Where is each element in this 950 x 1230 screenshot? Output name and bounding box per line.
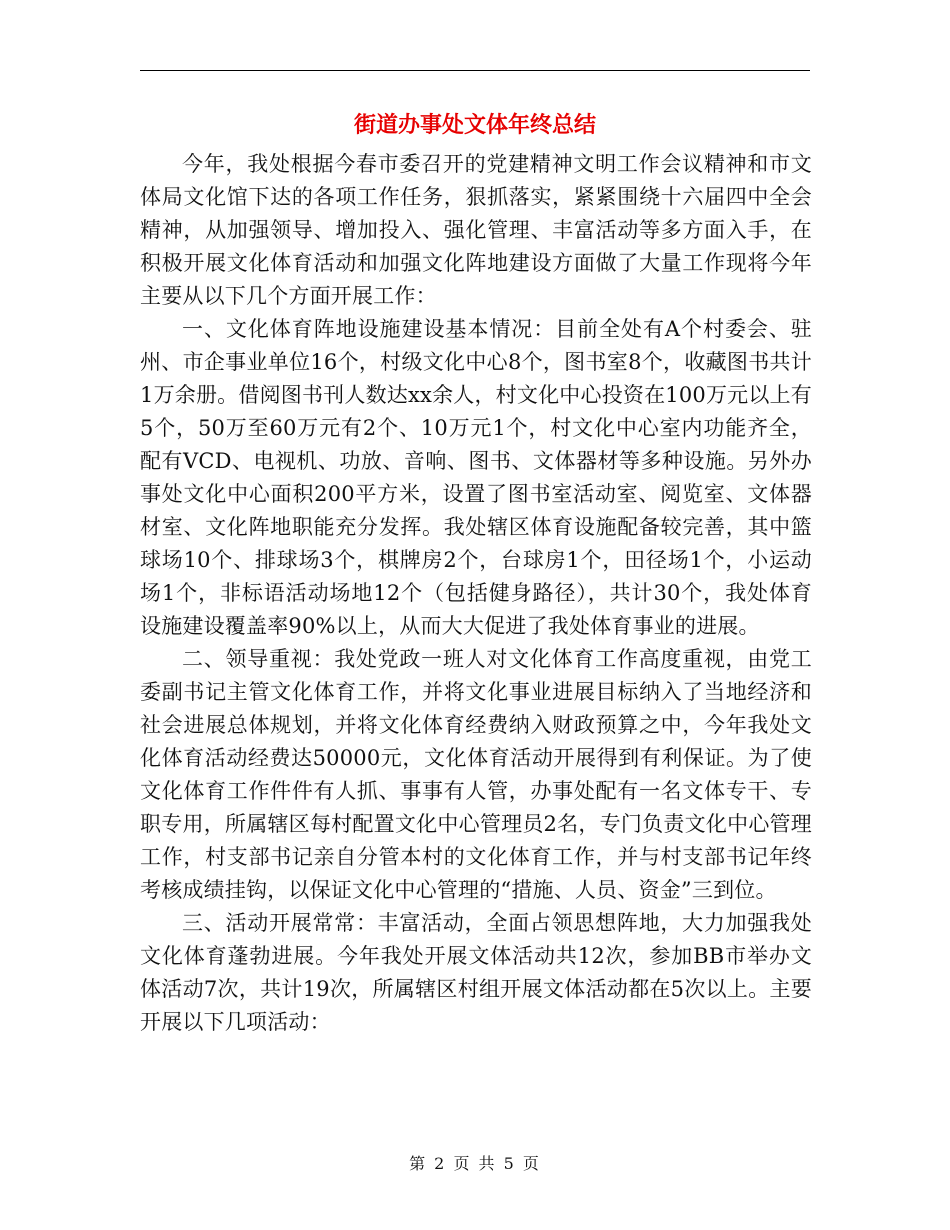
document-title: 街道办事处文体年终总结: [353, 113, 596, 138]
leadership-paragraph: 二、领导重视：我处党政一班人对文化体育工作高度重视，由党工委副书记主管文化体育工作，并将文化事业进展目标纳入了当地经济和社会进展总体规划，并将文化体育经费纳入财政预算之中，今年我处文化体育活动经费达50000元，文化体育活动开展得到有利保证。为了使文化体育工作件件有人抓、事事有人管，办事处配有一名文体专干、专职专用，所属辖区每村配置文化中心管理员2名，专门负责文化中心管理工作，村支部书记亲自分管本村的文化体育工作，并与村支部书记年终考核成绩挂钩，以保证文化中心管理的“措施、人员、资金”三到位。: [140, 647, 812, 902]
intro-paragraph: 今年，我处根据今春市委召开的党建精神文明工作会议精神和市文体局文化馆下达的各项工作任务，狠抓落实，紧紧围绕十六届四中全会精神，从加强领导、增加投入、强化管理、丰富活动等多方面入手，在积极开展文化体育活动和加强文化阵地建设方面做了大量工作现将今年主要从以下几个方面开展工作：: [140, 152, 812, 308]
page-number: 第 2 页 共 5 页: [409, 1154, 541, 1173]
activities-paragraph: 三、活动开展常常：丰富活动，全面占领思想阵地，大力加强我处文化体育蓬勃进展。今年我处开展文体活动共12次，参加BB市举办文体活动7次，共计19次，所属辖区村组开展文体活动都在5次以上。主要开展以下几项活动：: [140, 911, 812, 1034]
header-rule: [140, 70, 810, 71]
document-body: [140, 148, 812, 1039]
facilities-paragraph: 一、文化体育阵地设施建设基本情况：目前全处有A个村委会、驻州、市企事业单位16个，村级文化中心8个，图书室8个，收藏图书共计1万余册。借阅图书刊人数达xx余人，村文化中心投资在100万元以上有5个，50万至60万元有2个、10万元1个，村文化中心室内功能齐全，配有VCD、电视机、功放、音响、图书、文体器材等多种设施。另外办事处文化中心面积200平方米，设置了图书室活动室、阅览室、文体器材室、文化阵地职能充分发挥。我处辖区体育设施配备较完善，其中篮球场10个、排球场3个，棋牌房2个，台球房1个，田径场1个，小运动场1个，非标语活动场地12个（包括健身路径），共计30个，我处体育设施建设覆盖率90%以上，从而大大促进了我处体育事业的进展。: [140, 317, 812, 638]
